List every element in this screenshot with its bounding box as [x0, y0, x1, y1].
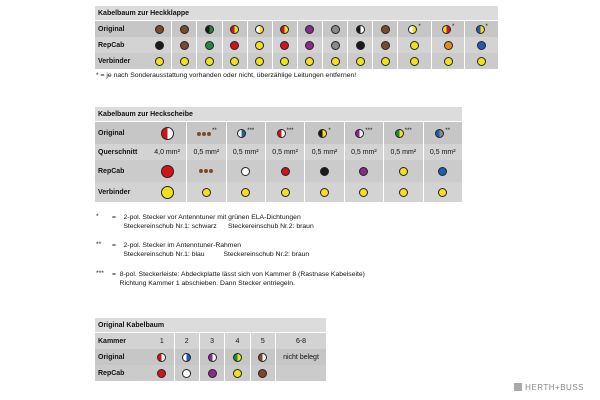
wire-cell [148, 122, 187, 145]
note-text: = 2-pol. Stecker vor Antenntuner mit grünen ELA-Dichtungen Steckereinschub Nr.1: schwarz Steckereinschub Nr.2: braun [112, 214, 314, 230]
row-label: RepCab [95, 365, 150, 381]
wire-cell [187, 160, 226, 182]
note-marker: ** [96, 241, 102, 248]
wire-color-dot [205, 57, 214, 66]
wire-cell [348, 37, 373, 53]
wire-color-dot [237, 129, 246, 138]
wire-cell [148, 37, 172, 53]
kammer-number: 6-8 [276, 333, 327, 350]
wire-cell [384, 122, 423, 145]
wire-cell [305, 182, 344, 202]
wire-color-dot [320, 167, 329, 176]
wire-cell [265, 160, 304, 182]
table-heckscheibe [95, 107, 463, 202]
unused-slot [276, 365, 327, 381]
wire-color-dot [208, 353, 217, 362]
wire-color-dot [381, 57, 390, 66]
wire-cell [148, 182, 187, 202]
wire-color-dot [444, 57, 453, 66]
wire-cell [431, 37, 465, 53]
wire-color-dot [381, 25, 390, 34]
cross-section-value: 0,5 mm² [187, 144, 226, 160]
wire-color-dot [255, 25, 264, 34]
wire-color-dot [280, 25, 289, 34]
heckklappe-title: Kabelbaum zur Heckklappe [95, 6, 499, 21]
wire-cluster-icon [196, 131, 211, 138]
table-row [95, 349, 327, 365]
wire-cell [187, 122, 226, 145]
wire-cell [199, 349, 224, 365]
row-label: RepCab [95, 160, 148, 182]
wire-cell [423, 182, 463, 202]
unused-slot: nicht belegt [276, 349, 327, 365]
wire-cell [247, 53, 272, 69]
cross-section-value: 0,5 mm² [226, 144, 265, 160]
wire-color-dot [477, 41, 486, 50]
wire-color-dot [277, 129, 286, 138]
row-label: Kammer [95, 333, 150, 350]
wire-color-dot [320, 188, 329, 197]
wire-cell [384, 160, 423, 182]
wire-color-dot [241, 167, 250, 176]
asterisk-mark: *** [247, 128, 255, 134]
wire-cell [148, 53, 172, 69]
kammer-number: 1 [150, 333, 174, 350]
wire-cell [265, 182, 304, 202]
wire-cell [465, 53, 499, 69]
wire-color-dot [161, 165, 174, 178]
wire-cell [247, 21, 272, 38]
asterisk-mark: * [328, 128, 331, 134]
wire-color-dot [241, 188, 250, 197]
row-label: RepCab [95, 37, 148, 53]
wire-color-dot [255, 41, 264, 50]
wire-color-dot [359, 188, 368, 197]
asterisk-mark: * [451, 24, 455, 30]
wire-cell [373, 21, 398, 38]
wire-color-dot [395, 129, 404, 138]
table-row [95, 365, 327, 381]
row-label: Original [95, 122, 148, 145]
wire-cell [344, 122, 383, 145]
wire-color-dot [399, 167, 408, 176]
wire-cell [187, 182, 226, 202]
wire-cell [431, 21, 465, 38]
wire-cell [348, 53, 373, 69]
wire-cell [265, 122, 304, 145]
wire-cell [222, 37, 247, 53]
cross-section-value: 4,0 mm² [148, 144, 187, 160]
wire-cell [197, 37, 222, 53]
wire-cell [197, 53, 222, 69]
wire-cell [344, 182, 383, 202]
table-row [95, 182, 463, 202]
wire-color-dot [281, 167, 290, 176]
table-row [95, 122, 463, 145]
wire-color-dot [305, 57, 314, 66]
table-row [95, 144, 463, 160]
wire-cell [150, 365, 174, 381]
table-original-kabelbaum [95, 318, 327, 381]
wire-cell [225, 349, 250, 365]
wire-color-dot [476, 25, 485, 34]
wire-cell [250, 365, 275, 381]
wire-cell [250, 349, 275, 365]
wire-color-dot [180, 25, 189, 34]
wire-color-dot [258, 369, 267, 378]
wire-color-dot [230, 41, 239, 50]
asterisk-mark: ** [445, 128, 451, 134]
wire-color-dot [356, 25, 365, 34]
wire-color-dot [233, 353, 242, 362]
asterisk-mark: *** [404, 128, 412, 134]
wire-color-dot [280, 41, 289, 50]
wire-color-dot [438, 188, 447, 197]
wire-color-dot [157, 353, 166, 362]
wire-color-dot [331, 25, 340, 34]
wire-color-dot [208, 369, 217, 378]
wire-color-dot [359, 167, 368, 176]
row-label: Verbinder [95, 182, 148, 202]
wire-color-dot [442, 25, 451, 34]
wire-color-dot [230, 25, 239, 34]
wire-cluster-icon [199, 168, 214, 175]
wire-cell [431, 53, 465, 69]
table-row [95, 53, 499, 69]
wire-cell [174, 349, 199, 365]
kammer-number: 5 [250, 333, 275, 350]
wire-cell [226, 160, 265, 182]
wire-cell [323, 37, 348, 53]
wire-cell [172, 21, 197, 38]
note-marker: * [96, 213, 99, 220]
wire-color-dot [202, 188, 211, 197]
wire-color-dot [410, 41, 419, 50]
kammer-number: 4 [225, 333, 250, 350]
wire-cell [197, 21, 222, 38]
wire-color-dot [356, 57, 365, 66]
wire-cell [297, 37, 322, 53]
kammer-number: 2 [174, 333, 199, 350]
wire-cell [323, 53, 348, 69]
wire-cell [465, 21, 499, 38]
wire-cell [373, 37, 398, 53]
note-text: = 8-pol. Steckerleiste: Abdeckplatte lässt sich von Kammer 8 (Rastnase Kabelseite) Richtung Kammer 1 abschieben. Dann Stecker entriegeln. [112, 271, 365, 287]
row-label: Original [95, 21, 148, 38]
wire-color-dot [180, 41, 189, 50]
wire-cell [348, 21, 373, 38]
cross-section-value: 0,5 mm² [265, 144, 304, 160]
wire-color-dot [438, 167, 447, 176]
wire-cell [423, 122, 463, 145]
wire-color-dot [399, 188, 408, 197]
wire-cell [384, 182, 423, 202]
wire-cell [172, 53, 197, 69]
note-text: = 2-pol. Stecker im Antenntuner-Rahmen Steckereinschub Nr.1: blau Steckereinschub Nr.2: braun [112, 242, 310, 258]
row-label: Verbinder [95, 53, 148, 69]
wire-cell [272, 37, 297, 53]
wire-color-dot [161, 186, 174, 199]
wire-cell [344, 160, 383, 182]
wire-cell [373, 53, 398, 69]
wire-color-dot [435, 129, 444, 138]
cross-section-value: 0,5 mm² [384, 144, 423, 160]
wire-cell [305, 160, 344, 182]
kammer-number: 3 [199, 333, 224, 350]
wire-cell [398, 21, 432, 38]
wire-color-dot [255, 57, 264, 66]
wire-cell [398, 53, 432, 69]
table-row [95, 160, 463, 182]
wire-color-dot [161, 127, 174, 140]
wire-cell [174, 365, 199, 381]
wire-color-dot [182, 369, 191, 378]
row-label: Querschnitt [95, 144, 148, 160]
wire-color-dot [155, 25, 164, 34]
wire-cell [226, 182, 265, 202]
wire-color-dot [230, 57, 239, 66]
asterisk-mark: *** [365, 128, 373, 134]
wire-cell [148, 21, 172, 38]
wire-color-dot [205, 41, 214, 50]
wire-color-dot [182, 353, 191, 362]
wire-color-dot [157, 369, 166, 378]
wire-color-dot [410, 57, 419, 66]
kammer-header-row [95, 333, 327, 350]
row-label: Original [95, 349, 150, 365]
wire-cell [148, 160, 187, 182]
table-row [95, 21, 499, 38]
wire-color-dot [356, 41, 365, 50]
heckklappe-footnote: * = je nach Sonderausstattung vorhanden oder nicht, überzählige Leitungen entfernen! [96, 72, 357, 79]
wire-color-dot [408, 25, 417, 34]
asterisk-mark: * [485, 24, 488, 30]
wire-cell [272, 21, 297, 38]
wire-color-dot [233, 369, 242, 378]
wire-cell [150, 349, 174, 365]
cross-section-value: 0,5 mm² [344, 144, 383, 160]
wire-cell [172, 37, 197, 53]
wire-color-dot [180, 57, 189, 66]
wire-color-dot [155, 41, 164, 50]
wire-cell [272, 53, 297, 69]
original-kabelbaum-title: Original Kabelbaum [95, 318, 327, 333]
asterisk-mark: * [418, 24, 421, 30]
table-heckklappe [95, 6, 499, 69]
wire-color-dot [258, 353, 267, 362]
wire-cell [199, 365, 224, 381]
wire-color-dot [444, 41, 453, 50]
wire-cell [423, 160, 463, 182]
note-marker: *** [96, 270, 104, 277]
asterisk-mark: *** [286, 128, 294, 134]
wire-color-dot [355, 129, 364, 138]
wire-cell [398, 37, 432, 53]
wire-cell [297, 21, 322, 38]
wire-cell [247, 37, 272, 53]
wire-color-dot [305, 41, 314, 50]
brand-logo: HERTH+BUSS [514, 383, 584, 392]
wire-cell [222, 21, 247, 38]
wire-color-dot [280, 57, 289, 66]
wire-cell [222, 53, 247, 69]
wire-cell [305, 122, 344, 145]
wire-color-dot [281, 188, 290, 197]
cross-section-value: 0,5 mm² [305, 144, 344, 160]
wire-cell [225, 365, 250, 381]
asterisk-mark: ** [212, 128, 217, 135]
logo-square-icon [514, 383, 522, 391]
wire-color-dot [205, 25, 214, 34]
wire-cell [226, 122, 265, 145]
wire-color-dot [318, 129, 327, 138]
wire-color-dot [331, 41, 340, 50]
wire-color-dot [331, 57, 340, 66]
wire-color-dot [305, 25, 314, 34]
wire-color-dot [155, 57, 164, 66]
wire-cell [465, 37, 499, 53]
cross-section-value: 0,5 mm² [423, 144, 463, 160]
heckscheibe-title: Kabelbaum zur Heckscheibe [95, 107, 463, 122]
wire-color-dot [381, 41, 390, 50]
wire-cell [323, 21, 348, 38]
wire-cell [297, 53, 322, 69]
table-row [95, 37, 499, 53]
wire-color-dot [477, 57, 486, 66]
